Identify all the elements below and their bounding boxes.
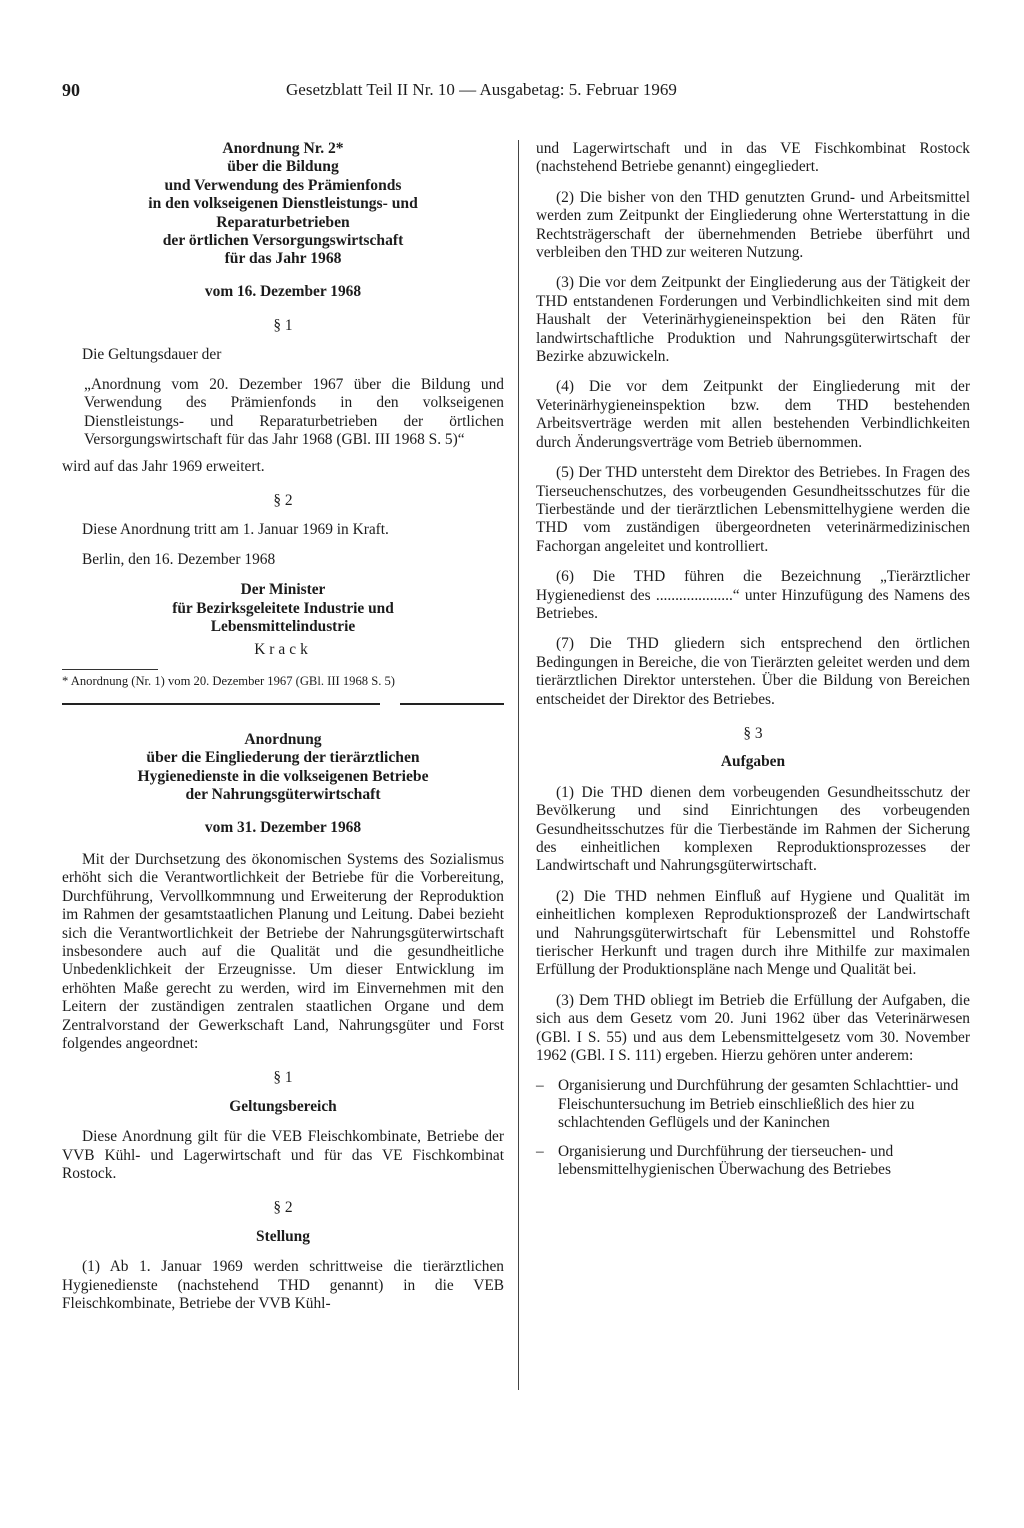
doc2-title-line: der Nahrungsgüterwirtschaft <box>185 786 381 804</box>
doc1-s1-outro: wird auf das Jahr 1969 erweitert. <box>62 457 265 475</box>
doc1-title-line: Anordnung Nr. 2* <box>222 140 344 157</box>
doc2-section-1-heading: § 1 <box>273 1069 293 1087</box>
doc2-s3-list <box>536 1077 970 1179</box>
doc1-signer <box>62 581 504 636</box>
doc1-section-1-heading: § 1 <box>273 317 293 335</box>
doc1-s1-quote: „Anordnung vom 20. Dezember 1967 über die Bildung und Verwendung des Prämienfonds in den volkseigenen Dienstleistungs- und Reparaturbetrieben der örtlichen Versorgungswirtschaft für das Jahr 1968 (GBl. III 1968 S. 5)“ <box>84 376 504 449</box>
column-divider <box>518 140 519 1390</box>
doc2-title-line: über die Eingliederung der tierärztlichen <box>146 749 420 767</box>
separator-line <box>62 703 380 705</box>
page-header <box>62 80 984 110</box>
doc2-s1-text: Diese Anordnung gilt für die VEB Fleischkombinate, Betriebe der VVB Kühl- und Lagerwirtschaft und für das VE Fischkombinat Rostock. <box>62 1128 504 1183</box>
right-column <box>536 140 970 1190</box>
doc1-title-line: in den volkseigenen Dienstleistungs- und <box>148 195 418 213</box>
doc1-date: vom 16. Dezember 1968 <box>204 282 362 300</box>
doc1-title-line: über die Bildung <box>227 158 339 176</box>
doc2-section-2-heading: § 2 <box>273 1199 293 1217</box>
doc2-s2-p1-left: (1) Ab 1. Januar 1969 werden schrittweise die tierärztlichen Hygienedienste (nachstehend THD genannt) in die VEB Fleischkombinate, Betriebe der VVB Kühl- <box>62 1258 504 1313</box>
doc2-section-2-title: Stellung <box>256 1227 310 1245</box>
doc2-title <box>62 731 504 805</box>
left-column <box>62 140 504 1326</box>
doc1-s1-intro: Die Geltungsdauer der <box>82 345 222 363</box>
doc2-title-line: Anordnung <box>244 730 322 748</box>
doc1-title-line: Reparaturbetrieben <box>216 213 350 231</box>
list-item: – Organisierung und Durchführung der tierseuchen- und lebensmittelhygienischen Überwachung des Betriebes <box>536 1143 970 1180</box>
doc2-title-line: Hygienedienste in die volkseigenen Betriebe <box>137 767 429 785</box>
doc2-s2-p1-right: und Lagerwirtschaft und in das VE Fischkombinat Rostock (nachstehend Betriebe genannt) eingegliedert. <box>536 140 970 176</box>
doc1-s2-text: Diese Anordnung tritt am 1. Januar 1969 in Kraft. <box>82 520 389 538</box>
page-number: 90 <box>62 80 80 100</box>
doc2-section-3-title: Aufgaben <box>720 753 786 771</box>
doc1-section-2-heading: § 2 <box>273 492 293 510</box>
doc2-s3-p3: (3) Dem THD obliegt im Betrieb die Erfüllung der Aufgaben, die sich aus dem Gesetz vom 20. Juni 1962 über das Veterinärwesen (GBl. I S. 55) und aus dem Lebensmittelgesetz vom 30. November 1962 (GBl. I S. 111) ergeben. Hierzu gehören unter anderem: <box>536 991 970 1065</box>
doc2-s2-p6: (6) Die THD führen die Bezeichnung „Tierärztlicher Hygienedienst des ....................“ unter Hinzufügung des Namens des Betriebes. <box>536 568 970 622</box>
doc2-preamble: Mit der Durchsetzung des ökonomischen Systems des Sozialismus erhöht sich die Verantwortlichkeit der Betriebe für die Vorbereitung, Durchführung, Vervollkommnung und Erweiterung der Reproduktion im Rahmen der gesamtstaatlichen Planung und Leitung. Dabei bezieht sich die Verantwortlichkeit der Betriebe der Nahrungsgüterwirtschaft insbesondere auch auf die Qualität und die gesundheitliche Unbedenklichkeit der Erzeugnisse. Um dieser Entwicklung im erhöhten Maße gerecht zu werden, wird im Einvernehmen mit den Leitern der zuständigen zentralen staatlichen Organe und dem Zentralvorstand der Gewerkschaft Land, Nahrungsgüter und Forst folgendes angeordnet: <box>62 850 504 1053</box>
signer-line: Lebensmittelindustrie <box>210 618 356 636</box>
running-head: Gesetzblatt Teil II Nr. 10 — Ausgabetag: 5. Februar 1969 <box>286 80 677 99</box>
signer-line: Der Minister <box>240 581 326 599</box>
doc2-s2-p7: (7) Die THD gliedern sich entsprechend den örtlichen Bedingungen in Bereiche, die von Tierärzten geleitet werden und dem tierärztlichen Direktor unterstehen. Über die Bildung von Bereichen entscheidet der Direktor des Betriebes. <box>536 635 970 708</box>
doc1-title-line: der örtlichen Versorgungswirtschaft <box>162 232 404 250</box>
signer-line: für Bezirksgeleitete Industrie und <box>172 599 394 617</box>
doc2-s2-p5: (5) Der THD untersteht dem Direktor des Betriebes. In Fragen des Tierseuchenschutzes, des vorbeugenden Gesundheitsschutzes für die Tierbestände und der tierärztlichen Lebensmittelhygiene werden die THD vom zuständigen übergeordneten veterinärmedizinischen Fachorgan angeleitet und kontrolliert. <box>536 464 970 555</box>
doc2-s2-p4: (4) Die vor dem Zeitpunkt der Eingliederung mit der Veterinärhygieneinspektion bzw. dem THD bestehenden Arbeitsverträge werden mit allen bestehenden Verbindlichkeiten durch Änderungsverträge vom Betrieb übernommen. <box>536 378 970 451</box>
doc2-s3-p2: (2) Die THD nehmen Einfluß auf Hygiene und Qualität im einheitlichen komplexen Reproduktionsprozeß der Landwirtschaft und Nahrungsgüterwirtschaft für Lebensmittel und Rohstoffe tierischer Herkunft und tragen durch ihre Mithilfe zur maximalen Erfüllung der Produktionspläne nach Menge und Qualität bei. <box>536 887 970 979</box>
list-item: – Organisierung und Durchführung der gesamten Schlachttier- und Fleischuntersuchung im Betrieb einschließlich des hier zu schlachtenden Geflügels und der Kaninchen <box>536 1077 970 1132</box>
doc2-s2-p2: (2) Die bisher von den THD genutzten Grund- und Arbeitsmittel werden zum Zeitpunkt der Eingliederung ohne Werterstattung in die Rechtsträgerschaft der übernehmenden Betriebe überführt und verbleiben den THD zur weiteren Nutzung. <box>536 188 970 262</box>
separator-line <box>400 703 504 705</box>
doc1-signer-name: Krack <box>254 640 312 658</box>
doc2-date: vom 31. Dezember 1968 <box>204 818 362 836</box>
doc1-place-date: Berlin, den 16. Dezember 1968 <box>82 550 276 568</box>
doc2-section-1-title: Geltungsbereich <box>229 1097 337 1115</box>
doc2-s3-p1: (1) Die THD dienen dem vorbeugenden Gesundheitsschutz der Bevölkerung und sind Einrichtungen des vorbeugenden Gesundheitsschutzes für die Tierbestände im Rahmen der Sicherung des einheitlichen komplexen Reproduktionsprozesses der Landwirtschaft und Nahrungsgüterwirtschaft. <box>536 783 970 875</box>
doc1-title-line: für das Jahr 1968 <box>224 250 342 268</box>
document-separator <box>62 703 504 705</box>
doc2-s2-p3: (3) Die vor dem Zeitpunkt der Eingliederung aus der Tätigkeit der THD entstandenen Forderungen und Verbindlichkeiten sind mit dem Haushalt der Veterinärhygieneinspektion bei den Räten für landwirtschaftliche Produktion und Nahrungsgüterwirtschaft der Bezirke abzuwickeln. <box>536 274 970 366</box>
doc1-title <box>62 140 504 269</box>
doc2-section-3-heading: § 3 <box>743 724 763 742</box>
doc1-title-line: und Verwendung des Prämienfonds <box>164 176 402 194</box>
doc1-footnote: * Anordnung (Nr. 1) vom 20. Dezember 1967 (GBl. III 1968 S. 5) <box>62 673 395 688</box>
footnote-rule <box>62 669 158 670</box>
